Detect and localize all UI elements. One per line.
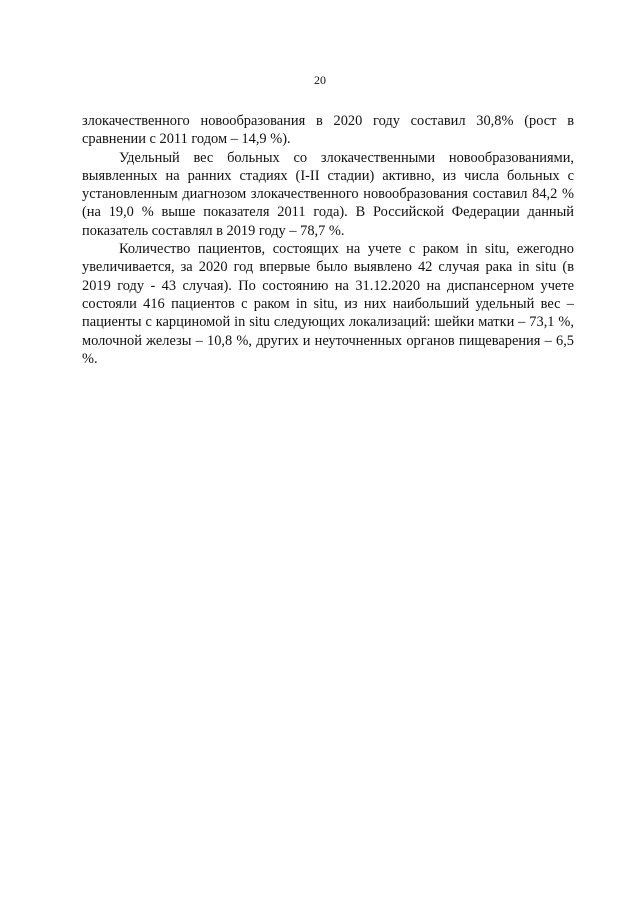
paragraph-in-situ-patients: Количество пациентов, состоящих на учете с раком in situ, ежегодно увеличивается, за 2020 год впервые было выявлено 42 случая рака in situ (в 2019 году - 43 случая). По состоянию на 31.12.2020 на диспансерном учете состояли 416 пациентов с раком in situ, из них наибольший удельный вес – пациенты с карциномой in situ следующих локализаций: шейки матки – 73,1 %, молочной железы – 10,8 %, других и неуточненных органов пищеварения – 6,5 %. [82, 241, 574, 367]
page-number: 20 [314, 73, 326, 87]
body-text [82, 112, 574, 368]
paragraph-early-stage-share: Удельный вес больных со злокачественными новообразованиями, выявленных на ранних стадиях (I-II стадии) активно, из числа больных с установленным диагнозом злокачественного новообразования составил 84,2 % (на 19,0 % выше показателя 2011 года). В Российской Федерации данный показатель составлял в 2019 году – 78,7 %. [82, 149, 574, 239]
paragraph-continuation: злокачественного новообразования в 2020 году составил 30,8% (рост в сравнении с 2011 годом – 14,9 %). [82, 113, 574, 148]
